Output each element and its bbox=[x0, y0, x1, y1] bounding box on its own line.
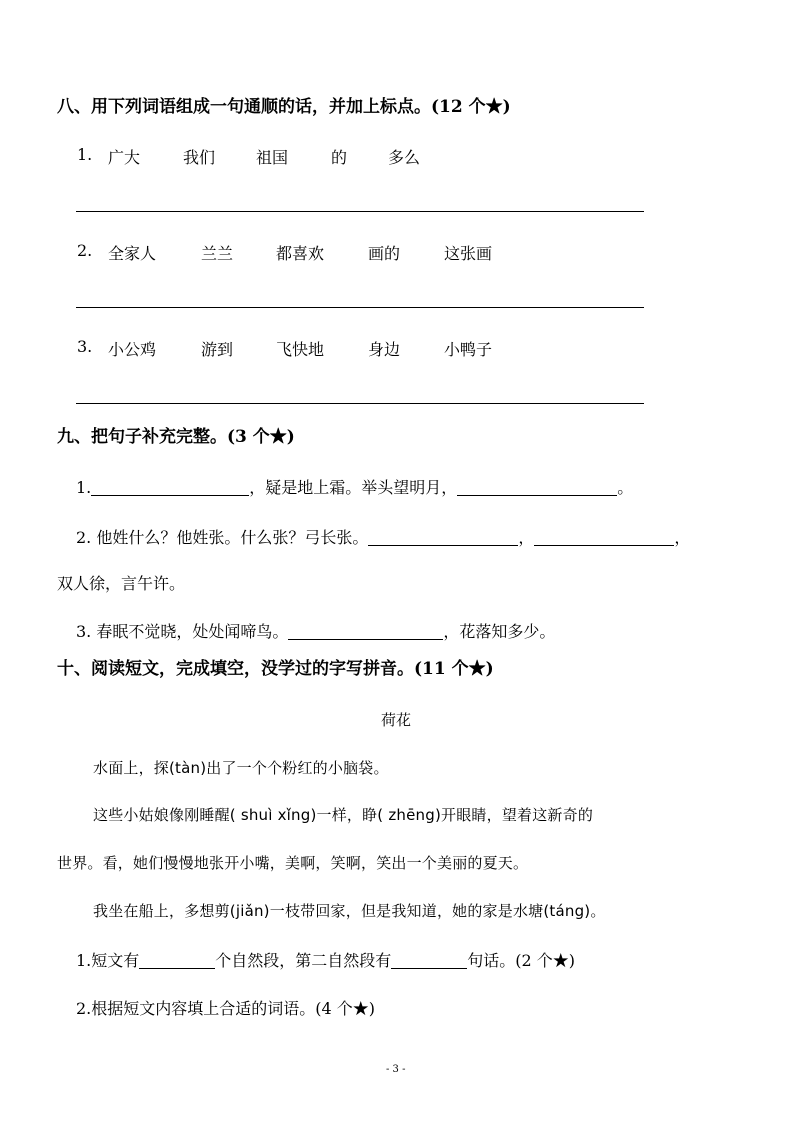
section-8-title: 八、用下列词语组成一句通顺的话，并加上标点。(12 个★) bbox=[57, 97, 511, 117]
q1-number: 1. bbox=[76, 478, 92, 497]
word: 多么 bbox=[388, 148, 421, 167]
section-10-q2: 2.根据短文内容填上合适的词语。(4 个★) bbox=[76, 999, 376, 1018]
page-number: - 3 - bbox=[386, 1064, 406, 1075]
q1-blank-sentences[interactable] bbox=[391, 951, 467, 969]
item-number: 1. bbox=[77, 145, 93, 164]
word: 飞快地 bbox=[276, 340, 325, 359]
word: 我们 bbox=[183, 148, 216, 167]
word: 身边 bbox=[368, 340, 401, 359]
word: 小鸭子 bbox=[444, 340, 493, 359]
q1-blank-2[interactable] bbox=[457, 478, 617, 496]
passage-title: 荷花 bbox=[381, 711, 412, 729]
passage-paragraph-2-line-2: 世界。看，她们慢慢地张开小嘴，美啊，笑啊，笑出一个美丽的夏天。 bbox=[57, 854, 529, 872]
q1-part-c: 句话。(2 个★) bbox=[467, 951, 576, 970]
q1-part-a: 1.短文有 bbox=[76, 951, 140, 970]
q1-part-b: 个自然段，第二自然段有 bbox=[215, 951, 392, 970]
word: 广大 bbox=[108, 148, 141, 167]
passage-paragraph-1: 水面上，探(tàn)出了一个个粉红的小脑袋。 bbox=[93, 759, 389, 777]
q1-blank-paragraphs[interactable] bbox=[139, 951, 215, 969]
item-number: 3. bbox=[77, 337, 93, 356]
q1-middle: ，疑是地上霜。举头望明月， bbox=[249, 478, 458, 497]
section-10-q1 bbox=[76, 948, 575, 971]
section-10-title: 十、阅读短文，完成填空，没学过的字写拼音。(11 个★) bbox=[57, 659, 494, 679]
word: 兰兰 bbox=[201, 244, 234, 263]
item-number: 2. bbox=[77, 241, 93, 260]
word: 小公鸡 bbox=[108, 340, 157, 359]
q3-blank[interactable] bbox=[288, 622, 443, 640]
word: 都喜欢 bbox=[276, 244, 325, 263]
q2-blank-2[interactable] bbox=[534, 528, 674, 546]
q1-end: 。 bbox=[617, 478, 634, 497]
word: 全家人 bbox=[108, 244, 157, 263]
q3-start: 3. 春眠不觉晓，处处闻啼鸟。 bbox=[76, 622, 289, 641]
q3-end: ，花落知多少。 bbox=[443, 622, 556, 641]
word: 祖国 bbox=[256, 148, 289, 167]
word: 的 bbox=[331, 148, 348, 167]
word: 游到 bbox=[201, 340, 234, 359]
section-9-q2 bbox=[76, 525, 690, 548]
answer-line-2[interactable] bbox=[76, 307, 644, 308]
q2-start: 2. 他姓什么？他姓张。什么张？弓长张。 bbox=[76, 528, 369, 547]
word: 画的 bbox=[368, 244, 401, 263]
section-9-q1 bbox=[76, 475, 633, 498]
word: 这张画 bbox=[444, 244, 493, 263]
q2-separator: ， bbox=[518, 528, 535, 547]
answer-line-3[interactable] bbox=[76, 403, 644, 404]
q1-blank-1[interactable] bbox=[91, 478, 249, 496]
answer-line-1[interactable] bbox=[76, 211, 644, 212]
passage-paragraph-3: 我坐在船上，多想剪(jiǎn)一枝带回家，但是我知道，她的家是水塘(táng)。 bbox=[93, 902, 606, 920]
section-9-q3 bbox=[76, 619, 555, 642]
q2-continuation: 双人徐，言午许。 bbox=[57, 574, 186, 593]
q2-blank-1[interactable] bbox=[368, 528, 518, 546]
section-9-title: 九、把句子补充完整。(3 个★) bbox=[57, 427, 295, 447]
q2-end: ， bbox=[674, 528, 691, 547]
passage-paragraph-2-line-1: 这些小姑娘像刚睡醒( shuì xǐng)一样，睁( zhēng)开眼睛，望着这新奇的 bbox=[93, 806, 594, 824]
